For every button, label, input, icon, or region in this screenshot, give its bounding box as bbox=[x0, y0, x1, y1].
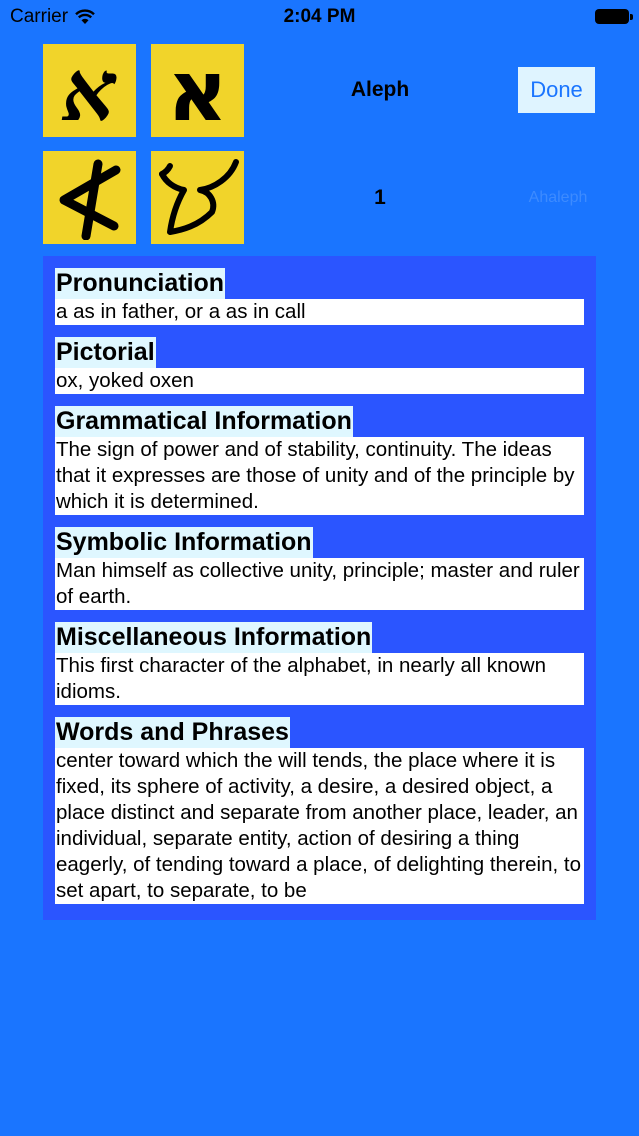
section-heading: Grammatical Information bbox=[56, 407, 352, 435]
battery-icon bbox=[595, 9, 629, 24]
status-time: 2:04 PM bbox=[283, 6, 356, 27]
section-heading: Pronunciation bbox=[56, 269, 225, 297]
section-body: a as in father, or a as in call bbox=[55, 299, 584, 325]
done-button[interactable]: Done bbox=[518, 67, 595, 113]
section-heading: Miscellaneous Information bbox=[56, 623, 372, 651]
section-body: The sign of power and of stability, continuity. The ideas that it expresses are those of unity and of the principle by which it is determined. bbox=[55, 437, 584, 515]
section-words-phrases bbox=[55, 717, 584, 904]
section-heading: Pictorial bbox=[56, 338, 155, 366]
section-body: Man himself as collective unity, principle; master and ruler of earth. bbox=[55, 558, 584, 610]
section-body: ox, yoked oxen bbox=[55, 368, 584, 394]
faint-label: Ahaleph bbox=[528, 189, 588, 206]
section-pictorial bbox=[55, 337, 584, 394]
section-body: This first character of the alphabet, in nearly all known idioms. bbox=[55, 653, 584, 705]
glyph-tile-4 bbox=[151, 151, 244, 244]
numeric-value: 1 bbox=[374, 186, 386, 209]
section-symbolic bbox=[55, 527, 584, 610]
section-grammatical bbox=[55, 406, 584, 515]
section-body: center toward which the will tends, the place where it is fixed, its sphere of activity, a desire, a desired object, a place distinct and separate from another place, leader, an individual, separate entity, action of desiring a thing eagerly, of tending toward a place, of delighting therein, to set apart, to separate, to be bbox=[55, 748, 584, 904]
info-panel[interactable] bbox=[43, 256, 596, 920]
aleph-script-2-icon: א bbox=[166, 41, 229, 140]
section-heading: Words and Phrases bbox=[56, 718, 289, 746]
letter-name: Aleph bbox=[350, 78, 410, 101]
section-heading: Symbolic Information bbox=[56, 528, 312, 556]
section-pronunciation bbox=[55, 268, 584, 325]
status-bar bbox=[0, 0, 639, 34]
aleph-script-1-icon: א bbox=[62, 40, 117, 140]
aleph-ox-head-icon bbox=[156, 156, 240, 240]
aleph-paleo-icon bbox=[50, 156, 130, 240]
section-miscellaneous bbox=[55, 622, 584, 705]
carrier-label: Carrier bbox=[10, 6, 69, 27]
glyph-tile-3 bbox=[43, 151, 136, 244]
glyph-tile-1 bbox=[43, 40, 136, 140]
glyph-tile-2 bbox=[151, 41, 244, 140]
